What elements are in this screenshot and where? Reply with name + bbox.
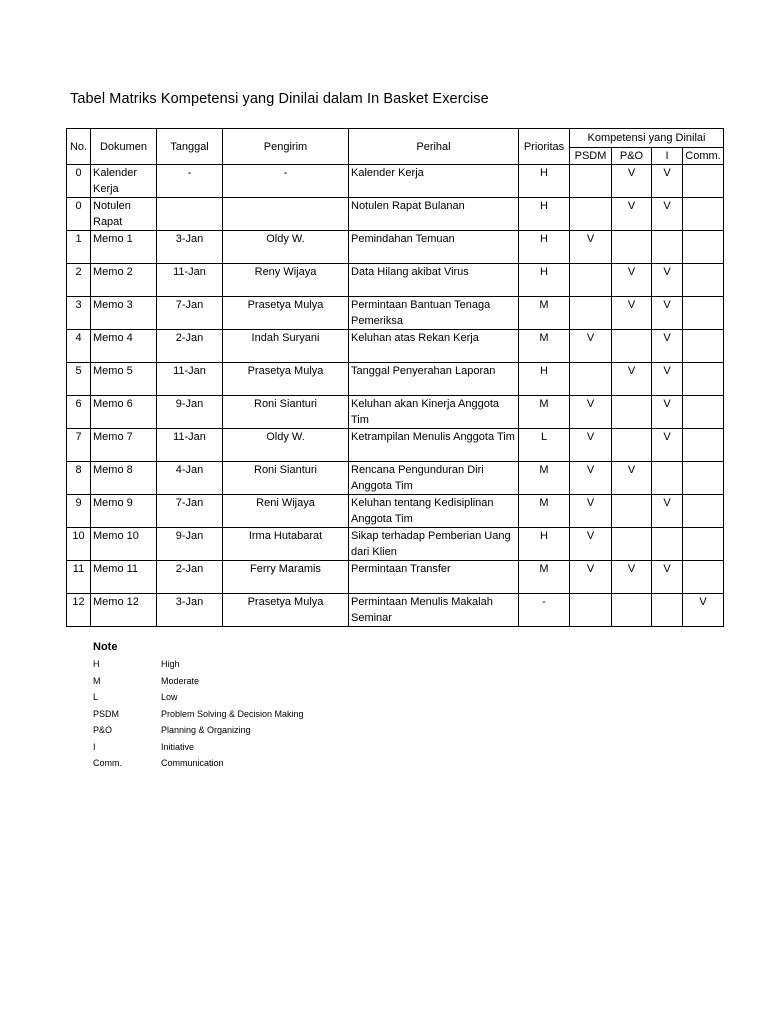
cell-prioritas: M: [519, 330, 570, 363]
table-row: [67, 297, 724, 330]
legend-abbr: M: [93, 675, 101, 686]
cell-tanggal: 3-Jan: [157, 231, 223, 264]
competency-matrix-table: [66, 128, 724, 627]
cell-tanggal: 7-Jan: [157, 297, 223, 330]
cell-comm: [683, 528, 724, 561]
cell-comm: V: [683, 594, 724, 627]
cell-prioritas: H: [519, 165, 570, 198]
cell-prioritas: M: [519, 297, 570, 330]
legend-item: [93, 689, 304, 706]
cell-comm: [683, 165, 724, 198]
page-title: Tabel Matriks Kompetensi yang Dinilai dalam In Basket Exercise: [70, 91, 489, 107]
cell-perihal: Kalender Kerja: [349, 165, 519, 198]
cell-no: 4: [67, 330, 91, 363]
cell-i: V: [652, 165, 683, 198]
cell-psdm: V: [570, 396, 612, 429]
cell-i: V: [652, 198, 683, 231]
cell-prioritas: M: [519, 495, 570, 528]
cell-no: 3: [67, 297, 91, 330]
cell-no: 10: [67, 528, 91, 561]
header-i: I: [652, 148, 683, 165]
legend-item: [93, 722, 304, 739]
cell-tanggal: 9-Jan: [157, 528, 223, 561]
cell-pengirim: Prasetya Mulya: [223, 297, 349, 330]
cell-psdm: [570, 594, 612, 627]
table-row: [67, 495, 724, 528]
legend-desc: High: [161, 659, 180, 669]
cell-i: [652, 528, 683, 561]
cell-tanggal: 11-Jan: [157, 264, 223, 297]
cell-psdm: V: [570, 528, 612, 561]
legend-item: [93, 706, 304, 723]
cell-perihal: Data Hilang akibat Virus: [349, 264, 519, 297]
cell-perihal: Keluhan atas Rekan Kerja: [349, 330, 519, 363]
cell-prioritas: L: [519, 429, 570, 462]
cell-po: V: [612, 264, 652, 297]
cell-po: [612, 396, 652, 429]
cell-no: 12: [67, 594, 91, 627]
table-row: [67, 363, 724, 396]
cell-perihal: Keluhan akan Kinerja Anggota Tim: [349, 396, 519, 429]
cell-pengirim: Prasetya Mulya: [223, 363, 349, 396]
cell-no: 2: [67, 264, 91, 297]
cell-po: V: [612, 462, 652, 495]
cell-po: [612, 495, 652, 528]
cell-psdm: V: [570, 495, 612, 528]
cell-po: [612, 528, 652, 561]
cell-perihal: Rencana Pengunduran Diri Anggota Tim: [349, 462, 519, 495]
cell-pengirim: Indah Suryani: [223, 330, 349, 363]
cell-prioritas: M: [519, 462, 570, 495]
cell-pengirim: Roni Sianturi: [223, 462, 349, 495]
cell-pengirim: Ferry Maramis: [223, 561, 349, 594]
table-row: [67, 594, 724, 627]
cell-prioritas: -: [519, 594, 570, 627]
legend-desc: Problem Solving & Decision Making: [161, 708, 304, 719]
cell-perihal: Tanggal Penyerahan Laporan: [349, 363, 519, 396]
cell-pengirim: Prasetya Mulya: [223, 594, 349, 627]
legend-abbr: I: [93, 741, 96, 752]
cell-po: V: [612, 165, 652, 198]
cell-po: V: [612, 297, 652, 330]
table-row: [67, 528, 724, 561]
cell-comm: [683, 198, 724, 231]
header-no: No.: [67, 129, 91, 165]
cell-i: V: [652, 561, 683, 594]
cell-pengirim: Oldy W.: [223, 231, 349, 264]
cell-prioritas: H: [519, 363, 570, 396]
cell-perihal: Notulen Rapat Bulanan: [349, 198, 519, 231]
cell-po: [612, 330, 652, 363]
table-row: [67, 231, 724, 264]
cell-psdm: V: [570, 462, 612, 495]
legend-desc: Communication: [161, 758, 224, 768]
legend-desc: Planning & Organizing: [161, 725, 251, 735]
cell-dokumen: Notulen Rapat: [91, 198, 157, 231]
header-kompetensi: Kompetensi yang Dinilai: [570, 129, 724, 148]
cell-comm: [683, 561, 724, 594]
legend-item: [93, 755, 304, 772]
cell-tanggal: 11-Jan: [157, 363, 223, 396]
cell-i: V: [652, 396, 683, 429]
legend-abbr: Comm.: [93, 758, 122, 768]
cell-no: 1: [67, 231, 91, 264]
cell-no: 8: [67, 462, 91, 495]
cell-perihal: Sikap terhadap Pemberian Uang dari Klien: [349, 528, 519, 561]
table-row: [67, 561, 724, 594]
cell-dokumen: Memo 12: [91, 594, 157, 627]
cell-comm: [683, 231, 724, 264]
cell-pengirim: Irma Hutabarat: [223, 528, 349, 561]
cell-dokumen: Memo 11: [91, 561, 157, 594]
cell-psdm: V: [570, 231, 612, 264]
cell-tanggal: 7-Jan: [157, 495, 223, 528]
header-po: P&O: [612, 148, 652, 165]
table-row: [67, 396, 724, 429]
cell-pengirim: [223, 198, 349, 231]
table-row: [67, 462, 724, 495]
cell-prioritas: M: [519, 561, 570, 594]
cell-po: V: [612, 561, 652, 594]
cell-no: 6: [67, 396, 91, 429]
cell-comm: [683, 462, 724, 495]
cell-i: [652, 231, 683, 264]
cell-dokumen: Memo 4: [91, 330, 157, 363]
cell-tanggal: 2-Jan: [157, 561, 223, 594]
cell-no: 7: [67, 429, 91, 462]
cell-dokumen: Memo 6: [91, 396, 157, 429]
legend-desc: Initiative: [161, 741, 195, 752]
cell-pengirim: -: [223, 165, 349, 198]
cell-perihal: Permintaan Menulis Makalah Seminar: [349, 594, 519, 627]
legend-item: [93, 673, 304, 690]
cell-prioritas: H: [519, 231, 570, 264]
cell-tanggal: 3-Jan: [157, 594, 223, 627]
legend-abbr: L: [93, 692, 99, 702]
cell-prioritas: H: [519, 264, 570, 297]
header-prioritas: Prioritas: [519, 129, 570, 165]
cell-dokumen: Memo 7: [91, 429, 157, 462]
cell-tanggal: 11-Jan: [157, 429, 223, 462]
cell-psdm: [570, 363, 612, 396]
cell-prioritas: M: [519, 396, 570, 429]
cell-psdm: V: [570, 330, 612, 363]
header-psdm: PSDM: [570, 148, 612, 165]
cell-perihal: Permintaan Bantuan Tenaga Pemeriksa: [349, 297, 519, 330]
legend-desc: Low: [161, 692, 178, 702]
legend-abbr: P&O: [93, 725, 113, 735]
cell-dokumen: Memo 9: [91, 495, 157, 528]
cell-no: 5: [67, 363, 91, 396]
cell-comm: [683, 396, 724, 429]
cell-tanggal: -: [157, 165, 223, 198]
cell-tanggal: 9-Jan: [157, 396, 223, 429]
cell-no: 0: [67, 198, 91, 231]
cell-i: [652, 462, 683, 495]
cell-prioritas: H: [519, 198, 570, 231]
cell-comm: [683, 297, 724, 330]
cell-psdm: [570, 264, 612, 297]
header-dokumen: Dokumen: [91, 129, 157, 165]
cell-comm: [683, 495, 724, 528]
cell-psdm: [570, 165, 612, 198]
cell-dokumen: Memo 3: [91, 297, 157, 330]
cell-comm: [683, 264, 724, 297]
legend-desc: Moderate: [161, 675, 200, 686]
cell-perihal: Keluhan tentang Kedisiplinan Anggota Tim: [349, 495, 519, 528]
table-row: [67, 429, 724, 462]
cell-po: [612, 594, 652, 627]
legend-item: [93, 739, 304, 756]
cell-tanggal: 4-Jan: [157, 462, 223, 495]
table-row: [67, 198, 724, 231]
header-tanggal: Tanggal: [157, 129, 223, 165]
header-perihal: Perihal: [349, 129, 519, 165]
cell-perihal: Ketrampilan Menulis Anggota Tim: [349, 429, 519, 462]
legend-abbr: H: [93, 659, 100, 669]
cell-i: V: [652, 363, 683, 396]
table-row: [67, 165, 724, 198]
cell-po: V: [612, 363, 652, 396]
cell-po: V: [612, 198, 652, 231]
cell-tanggal: 2-Jan: [157, 330, 223, 363]
cell-no: 9: [67, 495, 91, 528]
header-pengirim: Pengirim: [223, 129, 349, 165]
cell-pengirim: Roni Sianturi: [223, 396, 349, 429]
cell-perihal: Pemindahan Temuan: [349, 231, 519, 264]
cell-psdm: [570, 198, 612, 231]
cell-i: V: [652, 429, 683, 462]
cell-pengirim: Reny Wijaya: [223, 264, 349, 297]
cell-dokumen: Memo 10: [91, 528, 157, 561]
cell-po: [612, 429, 652, 462]
cell-no: 0: [67, 165, 91, 198]
cell-i: V: [652, 495, 683, 528]
cell-pengirim: Oldy W.: [223, 429, 349, 462]
cell-perihal: Permintaan Transfer: [349, 561, 519, 594]
cell-dokumen: Memo 5: [91, 363, 157, 396]
cell-comm: [683, 363, 724, 396]
cell-dokumen: Memo 1: [91, 231, 157, 264]
legend-item: [93, 656, 304, 673]
cell-i: V: [652, 264, 683, 297]
legend-list: [93, 656, 304, 772]
cell-po: [612, 231, 652, 264]
cell-no: 11: [67, 561, 91, 594]
header-comm: Comm.: [683, 148, 724, 165]
cell-i: V: [652, 330, 683, 363]
cell-comm: [683, 429, 724, 462]
table-row: [67, 264, 724, 297]
cell-psdm: [570, 297, 612, 330]
cell-psdm: V: [570, 429, 612, 462]
cell-i: V: [652, 297, 683, 330]
cell-dokumen: Memo 2: [91, 264, 157, 297]
cell-psdm: V: [570, 561, 612, 594]
cell-i: [652, 594, 683, 627]
note-title: Note: [93, 641, 118, 653]
cell-comm: [683, 330, 724, 363]
cell-pengirim: Reni Wijaya: [223, 495, 349, 528]
cell-prioritas: H: [519, 528, 570, 561]
legend-abbr: PSDM: [93, 708, 120, 719]
cell-tanggal: [157, 198, 223, 231]
cell-dokumen: Kalender Kerja: [91, 165, 157, 198]
table-row: [67, 330, 724, 363]
cell-dokumen: Memo 8: [91, 462, 157, 495]
